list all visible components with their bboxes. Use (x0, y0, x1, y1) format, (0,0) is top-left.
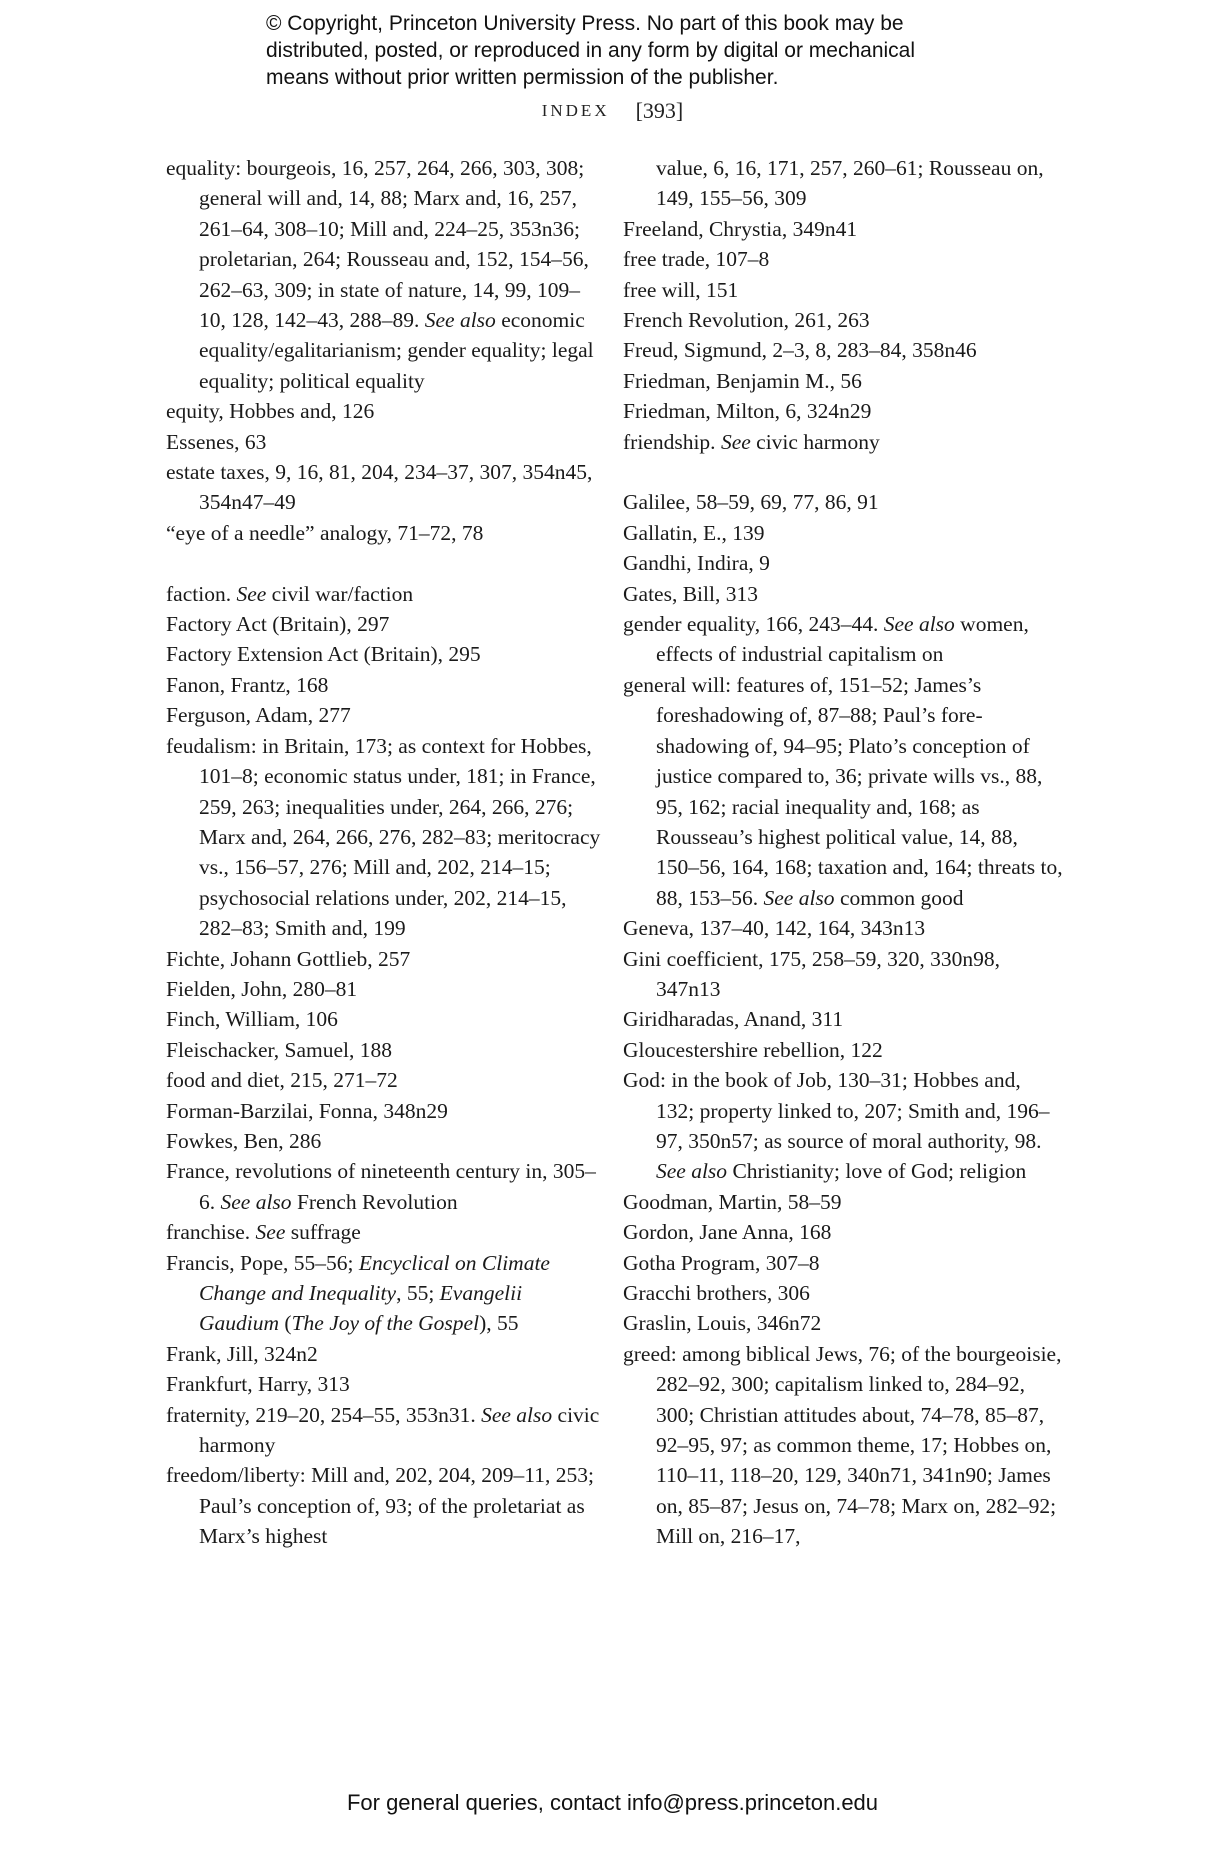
index-column-right (623, 153, 1063, 1552)
page-footer: For general queries, contact info@press.princeton.edu (346, 1790, 879, 1815)
index-entry: Gotha Program, 307–8 (623, 1250, 820, 1275)
index-entry: equality: bourgeois, 16, 257, 264, 266, 303, 308; general will and, 14, 88; Marx and, 16, 257, 261–64, 308–10; Mill and, 224–25, 353n36; proletarian, 264; Rousseau and, 152, 154–56, 262–63, 309; in state of nature, 14, 99, 109–10, 128, 142–43, 288–89. See also economic equality/egalitarianism; gender equality; legal equality; political equality (166, 156, 594, 393)
index-entry: Gloucestershire rebellion, 122 (623, 1037, 883, 1062)
index-entry: franchise. See suffrage (166, 1220, 361, 1245)
index-entry: Factory Act (Britain), 297 (166, 612, 390, 637)
index-entry: Gates, Bill, 313 (623, 581, 758, 606)
index-entry: friendship. See civic harmony (623, 429, 880, 454)
index-entry: Frank, Jill, 324n2 (166, 1341, 318, 1366)
index-entry: Gallatin, E., 139 (623, 520, 765, 545)
index-entry-continued: value, 6, 16, 171, 257, 260–61; Rousseau on, 149, 155–56, 309 (656, 156, 1044, 211)
index-entry: Geneva, 137–40, 142, 164, 343n13 (623, 916, 926, 941)
index-entry: Gini coefficient, 175, 258–59, 320, 330n98, 347n13 (623, 946, 1000, 1001)
index-entry: Francis, Pope, 55–56; Encyclical on Climate Change and Inequality, 55; Evangelii Gaudium (The Joy of the Gospel), 55 (166, 1250, 550, 1336)
index-entry: Essenes, 63 (166, 429, 267, 454)
index-entry: estate taxes, 9, 16, 81, 204, 234–37, 307, 354n45, 354n47–49 (166, 460, 593, 515)
index-entry: Fowkes, Ben, 286 (166, 1128, 322, 1153)
index-entry: gender equality, 166, 243–44. See also women, effects of industrial capitalism on (623, 612, 1029, 667)
index-entry: faction. See civil war/faction (166, 581, 414, 606)
index-entry: Fleischacker, Samuel, 188 (166, 1037, 393, 1062)
index-entry: general will: features of, 151–52; James’s foreshadowing of, 87–88; Paul’s foreshadowing of, 94–95; Plato’s conception of justice compared to, 36; private wills vs., 88, 95, 162; racial inequality and, 168; as Rousseau’s highest political value, 14, 88, 150–56, 164, 168; taxation and, 164; threats to, 88, 153–56. See also common good (623, 672, 1063, 910)
index-entry: “eye of a needle” analogy, 71–72, 78 (166, 520, 484, 545)
index-entry: God: in the book of Job, 130–31; Hobbes and, 132; property linked to, 207; Smith and, 196–97, 350n57; as source of moral authority, 98. See also Christianity; love of God; religion (623, 1068, 1050, 1184)
page-number: [393] (635, 98, 684, 123)
index-entry: Freud, Sigmund, 2–3, 8, 283–84, 358n46 (623, 338, 977, 363)
index-entry: Gandhi, Indira, 9 (623, 551, 770, 576)
index-entry: Goodman, Martin, 58–59 (623, 1189, 842, 1214)
copyright-line: means without prior written permission of the publisher. (266, 66, 779, 89)
index-entry: greed: among biblical Jews, 76; of the bourgeoisie, 282–92, 300; capitalism linked to, 284–92, 300; Christian attitudes about, 74–78, 85–87, 92–95, 97; as common theme, 17; Hobbes on, 110–11, 118–20, 129, 340n71, 341n90; James on, 85–87; Jesus on, 74–78; Marx on, 282–92; Mill on, 216–17, (623, 1341, 1062, 1549)
running-head: INDEX (541, 101, 610, 120)
index-entry: Gracchi brothers, 306 (623, 1281, 810, 1306)
index-entry: Friedman, Benjamin M., 56 (623, 368, 862, 393)
index-entry: Frankfurt, Harry, 313 (166, 1372, 350, 1397)
index-entry: feudalism: in Britain, 173; as context for Hobbes, 101–8; economic status under, 181; in France, 259, 263; inequalities under, 264, 266, 276; Marx and, 264, 266, 276, 282–83; meritocracy vs., 156–57, 276; Mill and, 202, 214–15; psychosocial relations under, 202, 214–15, 282–83; Smith and, 199 (166, 733, 601, 941)
index-entry: freedom/liberty: Mill and, 202, 204, 209–11, 253; Paul’s conception of, 93; of the proletariat as Marx’s highest (166, 1463, 594, 1549)
index-entry: Fanon, Frantz, 168 (166, 672, 329, 697)
copyright-line: distributed, posted, or reproduced in any form by digital or mechanical (266, 39, 916, 62)
index-entry: French Revolution, 261, 263 (623, 308, 870, 333)
index-entry: Finch, William, 106 (166, 1007, 338, 1032)
index-column-left (166, 153, 606, 1552)
index-entry: Forman-Barzilai, Fonna, 348n29 (166, 1098, 448, 1123)
page-header (0, 98, 1225, 124)
index-entry: food and diet, 215, 271–72 (166, 1068, 398, 1093)
index-entry: Ferguson, Adam, 277 (166, 703, 351, 728)
index-entry: free trade, 107–8 (623, 247, 770, 272)
index-entry: fraternity, 219–20, 254–55, 353n31. See also civic harmony (166, 1402, 600, 1458)
copyright-notice (266, 10, 1026, 91)
index-entry: equity, Hobbes and, 126 (166, 399, 375, 424)
section-gap (623, 457, 1063, 487)
index-entry: Fielden, John, 280–81 (166, 976, 358, 1001)
index-entry: Friedman, Milton, 6, 324n29 (623, 399, 872, 424)
index-entry: France, revolutions of nineteenth century in, 305–6. See also French Revolution (166, 1159, 596, 1214)
index-entry: free will, 151 (623, 277, 739, 302)
section-gap (166, 548, 606, 578)
index-entry: Fichte, Johann Gottlieb, 257 (166, 946, 411, 971)
index-entry: Galilee, 58–59, 69, 77, 86, 91 (623, 490, 879, 515)
index-entry: Graslin, Louis, 346n72 (623, 1311, 822, 1336)
index-entry: Giridharadas, Anand, 311 (623, 1007, 844, 1032)
index-entry: Gordon, Jane Anna, 168 (623, 1220, 832, 1245)
index-entry: Factory Extension Act (Britain), 295 (166, 642, 481, 667)
copyright-line: © Copyright, Princeton University Press. No part of this book may be (266, 12, 904, 35)
index-entry: Freeland, Chrystia, 349n41 (623, 216, 858, 241)
